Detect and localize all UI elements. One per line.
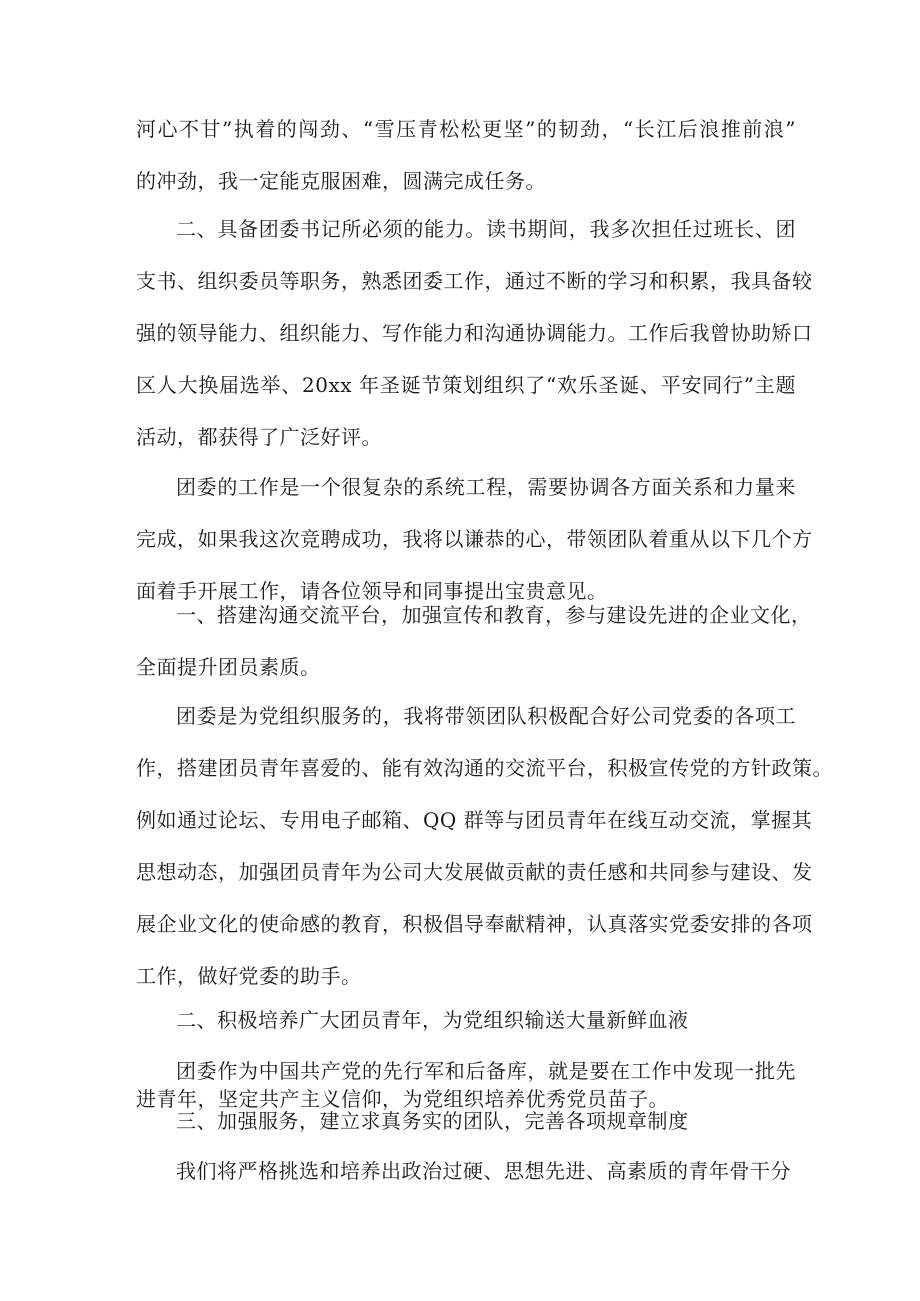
text-line: 二、积极培养广大团员青年，为党组织输送大量新鲜血液	[176, 1008, 689, 1032]
text-line: 团委是为党组织服务的，我将带领团队积极配合好公司党委的各项工	[176, 704, 796, 728]
text-line: 团委的工作是一个很复杂的系统工程，需要协调各方面关系和力量来	[176, 475, 796, 499]
paragraph-4	[136, 589, 812, 693]
text-line: 团委作为中国共产党的先行军和后备库，就是要在工作中发现一批先	[176, 1059, 796, 1083]
text-line: 强的领导能力、组织能力、写作能力和沟通协调能力。工作后我曾协助矫口	[136, 321, 813, 345]
paragraph-8	[136, 1095, 796, 1147]
text-line: 支书、组织委员等职务，熟悉团委工作，通过不断的学习和积累，我具备较	[136, 269, 813, 293]
text-line: 河心不甘”执着的闯劲、“雪压青松松更坚”的韧劲，“长江后浪推前浪”	[136, 117, 796, 141]
text-line: 作，搭建团员青年喜爱的、能有效沟通的交流平台，积极宣传党的方针政策。	[136, 756, 833, 780]
text-line: 活动，都获得了广泛好评。	[136, 425, 382, 449]
text-line: 区人大换届选举、20xx 年圣诞节策划组织了“欢乐圣诞、平安同行”主题	[136, 373, 796, 397]
text-line: 的冲劲，我一定能克服困难，圆满完成任务。	[136, 169, 546, 193]
text-line: 全面提升团员素质。	[136, 655, 321, 679]
paragraph-9	[136, 1145, 796, 1197]
text-line: 例如通过论坛、专用电子邮箱、QQ 群等与团员青年在线互动交流，掌握其	[136, 808, 813, 832]
text-line: 进青年，坚定共产主义信仰，为党组织培养优秀党员苗子。	[136, 1087, 669, 1111]
paragraph-6	[136, 994, 796, 1046]
text-line: 三、加强服务，建立求真务实的团队，完善各项规章制度	[176, 1109, 689, 1133]
text-line: 思想动态，加强团员青年为公司大发展做贡献的责任感和共同参与建设、发	[136, 860, 813, 884]
text-line: 工作，做好党委的助手。	[136, 964, 362, 988]
text-line: 我们将严格挑选和培养出政治过硬、思想先进、高素质的青年骨干分	[176, 1159, 791, 1183]
text-line: 一、搭建沟通交流平台，加强宣传和教育，参与建设先进的企业文化，	[176, 603, 812, 627]
text-line: 展企业文化的使命感的教育，积极倡导奉献精神，认真落实党委安排的各项	[136, 912, 813, 936]
paragraph-2	[136, 203, 813, 463]
paragraph-1	[136, 103, 796, 207]
text-line: 二、具备团委书记所必须的能力。读书期间，我多次担任过班长、团	[176, 217, 796, 241]
text-line: 面着手开展工作，请各位领导和同事提出宝贵意见。	[136, 579, 608, 603]
paragraph-5	[136, 690, 833, 1002]
text-line: 完成，如果我这次竞聘成功，我将以谦恭的心，带领团队着重从以下几个方	[136, 527, 813, 551]
